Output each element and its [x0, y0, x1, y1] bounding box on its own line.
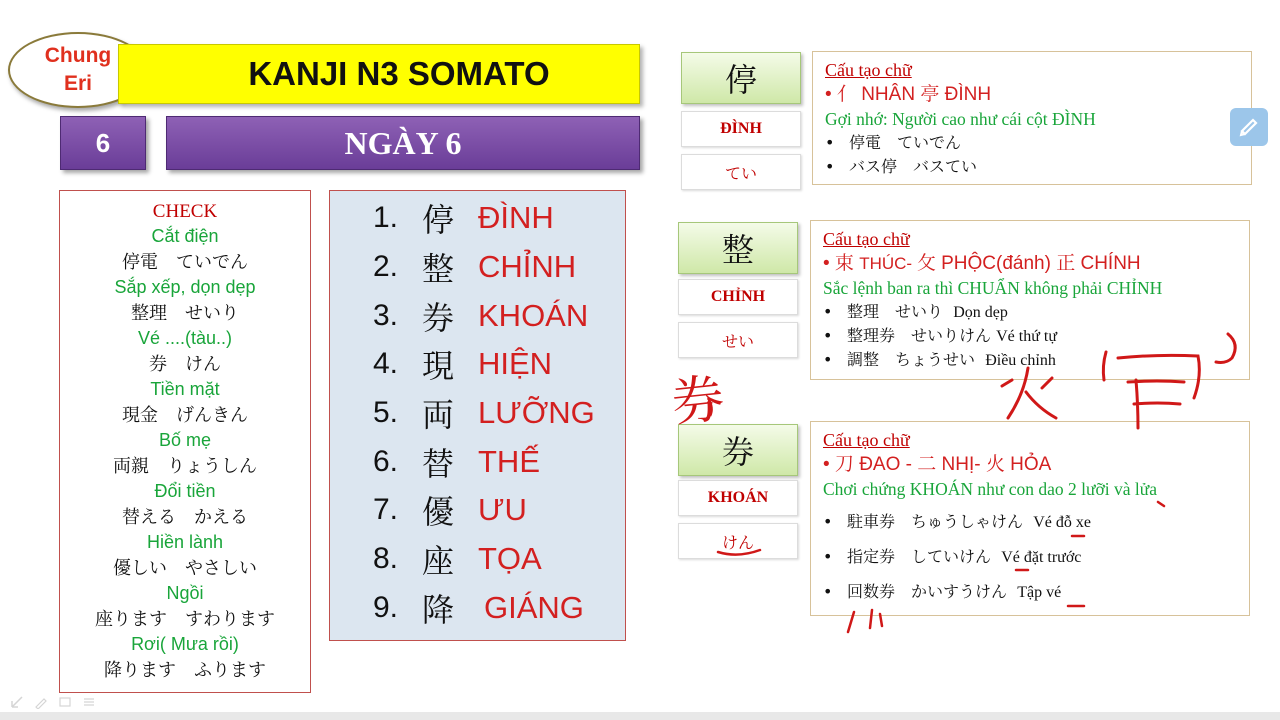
- check-meaning: Rơi( Mưa rồi): [131, 634, 239, 654]
- card-detail-panel: [810, 421, 1250, 616]
- example-meaning: Vé đặt trước: [1001, 549, 1082, 566]
- list-number: 1.: [372, 201, 398, 235]
- list-item: [330, 194, 625, 243]
- list-kanji: 整: [421, 250, 454, 289]
- card-example: • 回数券 かいすうけん Tập vé: [823, 582, 1062, 601]
- logo-line-2: Eri: [63, 72, 92, 95]
- example-meaning: Dọn dẹp: [953, 304, 1008, 321]
- structure-part: • 束: [823, 253, 860, 274]
- card-mnemonic: Gợi nhớ: Người cao như cái cột ĐÌNH: [825, 109, 1096, 129]
- check-word: 停電 ていでん: [122, 251, 248, 273]
- card-kanji-tile: 券: [678, 424, 798, 476]
- card-structure: • 亻 NHÂN 亭 ĐÌNH: [825, 84, 992, 105]
- check-meaning: Ngồi: [166, 583, 204, 603]
- list-han-viet: KHOÁN: [478, 297, 589, 333]
- card-han-viet-label: KHOÁN: [678, 480, 798, 516]
- check-word: 現金 げんきん: [122, 404, 248, 426]
- list-item: [330, 486, 625, 535]
- example-word: 回数券 かいすうけん: [847, 582, 1008, 601]
- card-example: • 停電 ていでん: [825, 133, 962, 152]
- list-kanji: 降: [421, 590, 454, 629]
- list-number: 3.: [372, 298, 398, 332]
- menu-icon[interactable]: [82, 694, 96, 708]
- list-kanji: 券: [421, 298, 454, 337]
- check-word: 優しい やさしい: [113, 557, 257, 579]
- list-number: 8.: [372, 542, 398, 576]
- list-han-viet: THẾ: [478, 443, 540, 479]
- list-kanji: 停: [421, 201, 454, 240]
- check-panel: [59, 190, 311, 693]
- check-word: 整理 せいり: [131, 302, 239, 324]
- list-item: [330, 291, 625, 340]
- check-word: 座ります すわります: [95, 608, 275, 630]
- check-title: CHECK: [152, 201, 218, 222]
- check-meaning: Đổi tiền: [154, 481, 216, 501]
- footer-bar: [0, 712, 1280, 720]
- example-meaning: Điều chỉnh: [985, 352, 1056, 369]
- page-title: KANJI N3 SOMATO: [118, 44, 640, 104]
- example-word: 調整 ちょうせい: [847, 350, 976, 369]
- card-kanji-tile: 停: [681, 52, 801, 104]
- list-item: [330, 340, 625, 389]
- card-structure-heading: Cấu tạo chữ: [823, 229, 910, 249]
- example-word: 指定券 していけん: [847, 547, 992, 566]
- list-han-viet: TỌA: [478, 541, 542, 577]
- list-kanji: 現: [421, 347, 454, 386]
- list-item: [330, 584, 625, 633]
- card-structure: • 刀 ĐAO - 二 NHỊ- 火 HỎA: [823, 454, 1052, 475]
- pen-icon: [1238, 116, 1260, 138]
- list-item: [330, 535, 625, 584]
- card-structure-heading: Cấu tạo chữ: [823, 430, 910, 450]
- list-number: 7.: [372, 493, 398, 527]
- day-number: 6: [60, 116, 146, 170]
- handwritten-kanji: 券: [669, 368, 728, 434]
- card-example: • 駐車券 ちゅうしゃけん Vé đỗ xe: [823, 512, 1091, 531]
- card-mnemonic: Sắc lệnh ban ra thì CHUẨN không phải CHỈNH: [823, 278, 1163, 298]
- list-number: 5.: [372, 396, 398, 430]
- check-meaning: Sắp xếp, dọn dẹp: [114, 277, 256, 297]
- card-example: • 整理券 せいりけん Vé thứ tự: [823, 326, 1057, 345]
- card-example: • 指定券 していけん Vé đặt trước: [823, 547, 1082, 566]
- list-number: 6.: [372, 444, 398, 478]
- list-kanji: 座: [421, 542, 454, 581]
- list-number: 9.: [372, 590, 398, 624]
- card-kanji-tile: 整: [678, 222, 798, 274]
- pen-icon[interactable]: [34, 694, 48, 708]
- list-han-viet: GIÁNG: [484, 589, 584, 625]
- slides-icon[interactable]: [58, 694, 72, 708]
- list-item: [330, 243, 625, 292]
- card-structure: [823, 251, 1249, 276]
- example-meaning: Vé thứ tự: [996, 328, 1057, 345]
- logo-line-1: Chung: [44, 44, 112, 67]
- check-word: 券 けん: [149, 353, 221, 375]
- list-number: 2.: [372, 250, 398, 284]
- list-kanji: 優: [421, 493, 454, 532]
- example-word: 整理 せいり: [847, 302, 944, 321]
- kanji-list: [329, 190, 626, 641]
- list-kanji: 両: [421, 396, 454, 435]
- ink-stroke: [1002, 380, 1012, 386]
- card-example: • 整理 せいり Dọn dẹp: [823, 302, 1008, 321]
- list-number: 4.: [372, 347, 398, 381]
- example-word: バス停 バスてい: [849, 157, 978, 176]
- list-kanji: 替: [421, 444, 454, 483]
- card-detail-panel: [810, 220, 1250, 380]
- card-on-reading-label: けん: [678, 523, 798, 559]
- check-meaning: Vé ....(tàu..): [137, 328, 233, 348]
- card-example: • バス停 バスてい: [825, 157, 978, 176]
- card-mnemonic: Chơi chứng KHOÁN như con dao 2 lưỡi và lửa: [823, 479, 1157, 499]
- day-title: NGÀY 6: [166, 116, 640, 170]
- card-han-viet-label: CHỈNH: [678, 279, 798, 315]
- card-detail-panel: [812, 51, 1252, 185]
- ink-stroke: [708, 398, 712, 416]
- check-meaning: Bố mẹ: [158, 430, 212, 450]
- card-structure-heading: Cấu tạo chữ: [825, 60, 912, 80]
- card-han-viet-label: ĐÌNH: [681, 111, 801, 147]
- slide-toolbar: [10, 694, 96, 708]
- list-han-viet: LƯỠNG: [478, 395, 595, 431]
- list-han-viet: CHỈNH: [478, 249, 577, 285]
- check-word: 降ります ふります: [104, 659, 266, 681]
- check-word: 替える かえる: [122, 506, 248, 528]
- example-word: 整理券 せいりけん: [847, 326, 992, 345]
- card-on-reading-label: せい: [678, 322, 798, 358]
- list-han-viet: ĐÌNH: [478, 200, 554, 236]
- arrow-icon[interactable]: [10, 694, 24, 708]
- list-item: [330, 437, 625, 486]
- check-word: 両親 りょうしん: [113, 455, 257, 477]
- example-word: 駐車券 ちゅうしゃけん: [847, 512, 1024, 531]
- example-word: 停電 ていでん: [849, 133, 962, 152]
- check-meaning: Cắt điện: [151, 226, 219, 246]
- example-meaning: Vé đỗ xe: [1033, 514, 1091, 531]
- card-on-reading-label: てい: [681, 154, 801, 190]
- list-han-viet: ƯU: [478, 492, 527, 528]
- structure-part: THÚC-: [859, 254, 917, 273]
- list-item: [330, 389, 625, 438]
- check-meaning: Hiền lành: [146, 532, 224, 552]
- list-han-viet: HIỆN: [478, 346, 553, 382]
- check-meaning: Tiền mặt: [150, 379, 220, 399]
- structure-part: 攵 PHỘC(đánh) 正 CHÍNH: [916, 253, 1141, 274]
- pen-tool-button[interactable]: [1230, 108, 1268, 146]
- example-meaning: Tập vé: [1017, 584, 1062, 601]
- card-example: • 調整 ちょうせい Điều chỉnh: [823, 350, 1056, 369]
